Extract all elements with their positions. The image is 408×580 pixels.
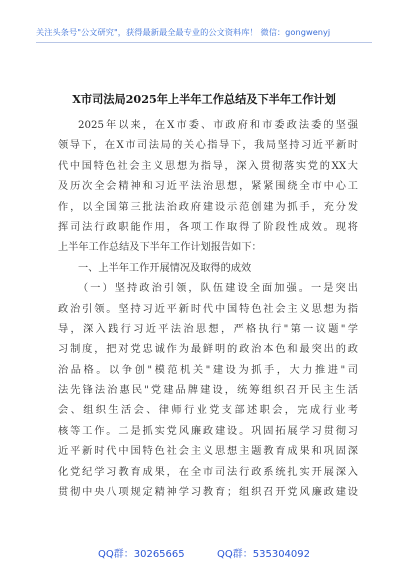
- body-line: 及历次全会精神和习近平法治思想，紧紧围绕全市中心工: [58, 181, 358, 193]
- body-line: 代中国特色社会主义思想为指导，深入贯彻落实党的XX大: [58, 160, 358, 172]
- document-title: X市司法局2025年上半年工作总结及下半年工作计划: [72, 92, 336, 106]
- document-body: [58, 116, 358, 503]
- body-line: 领导下，在X市司法局的关心指导下，我局坚持习近平新时: [58, 140, 358, 152]
- body-line: 法先锋法治惠民"党建品牌建设，统筹组织召开民主生活: [58, 385, 358, 397]
- body-line: （一）坚持政治引领，队伍建设全面加强。一是突出: [78, 283, 358, 295]
- body-line: 政治引领。坚持习近平新时代中国特色社会主义思想为指: [58, 303, 358, 315]
- body-line: 挥司法行政职能作用，各项工作取得了阶段性成效。现将: [58, 221, 358, 233]
- body-line: 近平新时代中国特色社会主义思想主题教育成果和巩固深: [58, 446, 358, 458]
- section-heading: 一、上半年工作开展情况及取得的成效: [78, 262, 252, 274]
- footer-qq-group-1: QQ群：30265665: [97, 549, 185, 560]
- footer-qq-group-2: QQ群：535304092: [217, 549, 311, 560]
- body-line: 治品格。以争创"模范机关"建设为抓手，大力推进"司: [58, 364, 358, 376]
- header-notice: 关注头条号"公文研究"，获得最新最全最专业的公文资料库！ 微信：gongwenyj: [36, 27, 331, 37]
- body-line: 会、组织生活会、律师行业党支部述职会，完成行业考: [58, 405, 358, 417]
- header-divider: [36, 42, 372, 43]
- footer-contacts: [0, 545, 408, 560]
- body-line: 作，以全国第三批法治政府建设示范创建为抓手，充分发: [58, 201, 358, 213]
- body-line: 化党纪学习教育成果，在全市司法行政系统扎实开展深入: [58, 466, 358, 478]
- body-line: 核等工作。二是抓实党风廉政建设。巩固拓展学习贯彻习: [58, 425, 358, 437]
- body-line: 导，深入践行习近平法治思想，严格执行"第一议题"学: [58, 323, 358, 335]
- body-line: 2025年以来，在X市委、市政府和市委政法委的坚强: [78, 120, 358, 131]
- body-line: 贯彻中央八项规定精神学习教育；组织召开党风廉政建设: [58, 487, 358, 499]
- body-line: 习制度，把对党忠诚作为最鲜明的政治本色和最突出的政: [58, 344, 358, 356]
- body-line: 上半年工作总结及下半年工作计划报告如下：: [58, 242, 262, 254]
